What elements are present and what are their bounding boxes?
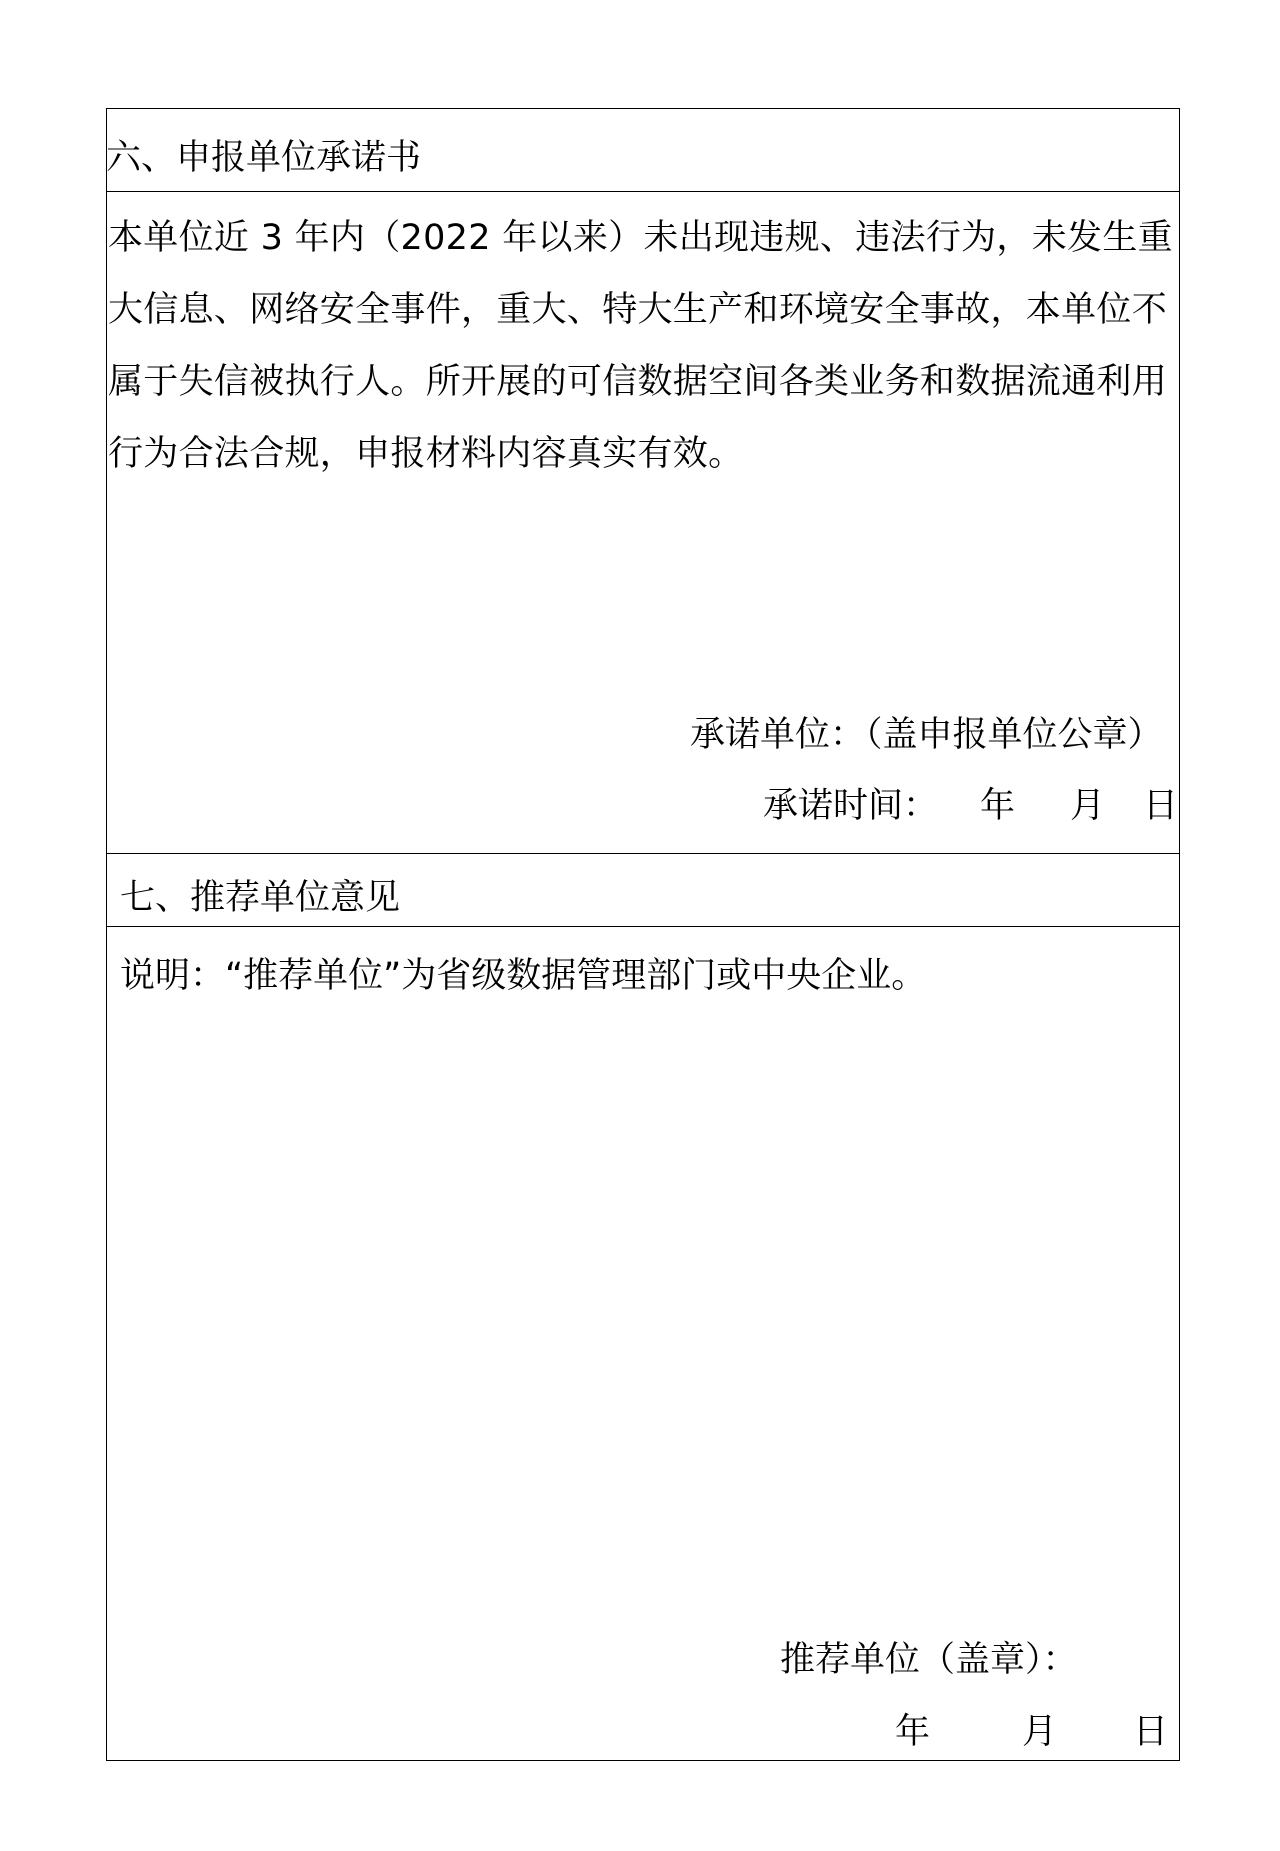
commitment-line: 本单位近 3 年内（2022 年以来）未出现违规、违法行为，未发生重 bbox=[108, 218, 1173, 258]
commitment-year: 年 bbox=[980, 786, 1016, 826]
recommendation-note: 说明：“推荐单位”为省级数据管理部门或中央企业。 bbox=[120, 956, 927, 996]
commitment-signatory-label: 承诺单位：（盖申报单位公章） bbox=[690, 715, 1163, 755]
commitment-line: 大信息、网络安全事件，重大、特大生产和环境安全事故，本单位不 bbox=[108, 290, 1168, 330]
recommendation-day: 日 bbox=[1133, 1712, 1169, 1752]
commitment-day: 日 bbox=[1143, 786, 1179, 826]
commitment-line: 行为合法合规，申报材料内容真实有效。 bbox=[108, 434, 744, 474]
recommendation-month: 月 bbox=[1022, 1712, 1058, 1752]
commitment-line: 属于失信被执行人。所开展的可信数据空间各类业务和数据流通利用 bbox=[108, 362, 1168, 402]
table-top-border bbox=[106, 108, 1180, 109]
section6-title: 六、申报单位承诺书 bbox=[106, 138, 422, 178]
commitment-date-label: 承诺时间： bbox=[763, 786, 939, 826]
commitment-month: 月 bbox=[1070, 786, 1106, 826]
section7-title: 七、推荐单位意见 bbox=[120, 878, 401, 918]
commitment-text bbox=[108, 202, 1182, 490]
section7-header-divider bbox=[106, 926, 1180, 927]
recommender-signatory-label: 推荐单位（盖章）： bbox=[780, 1640, 1078, 1680]
table-bottom-border bbox=[106, 1760, 1180, 1761]
recommendation-year: 年 bbox=[895, 1712, 931, 1752]
section6-header-divider bbox=[106, 191, 1180, 192]
section-divider bbox=[106, 853, 1180, 854]
